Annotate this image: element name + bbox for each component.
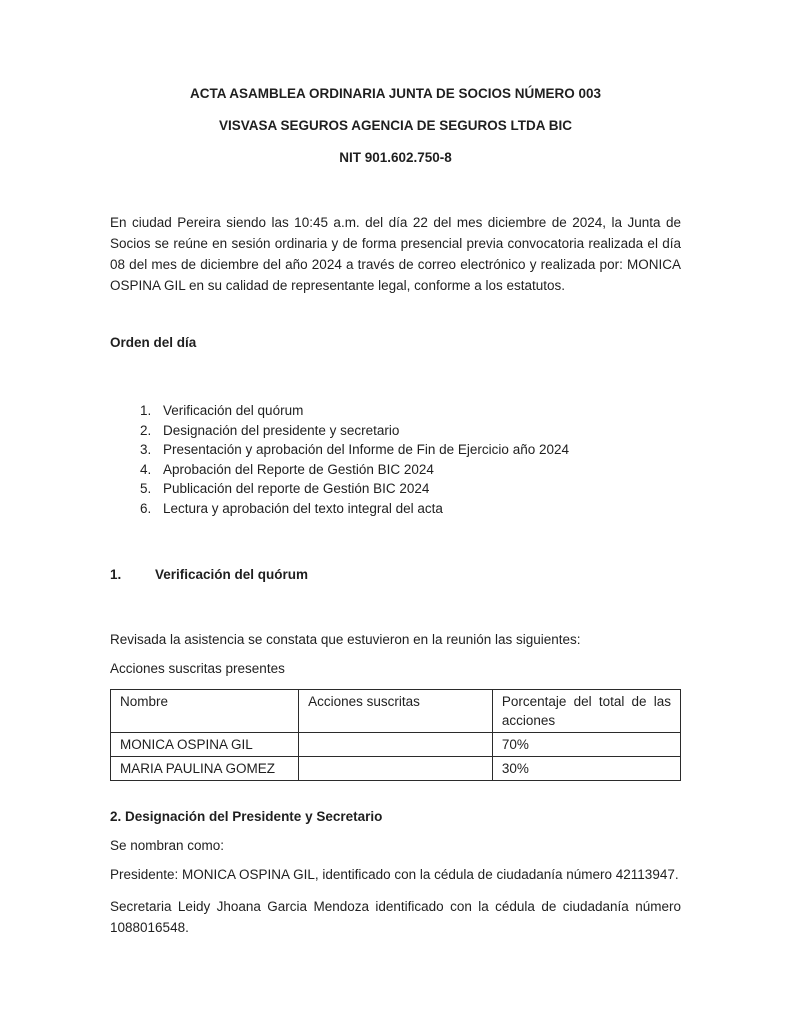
- section-2-paragraph-1: Se nombran como:: [110, 838, 225, 853]
- table-header-porcentaje: Porcentaje del total de las acciones: [492, 690, 680, 733]
- section-2-heading: 2. Designación del Presidente y Secretario: [110, 809, 383, 824]
- section-1-heading: [110, 567, 681, 583]
- doc-title-nit: NIT 901.602.750-8: [339, 150, 452, 165]
- cell-nombre: MONICA OSPINA GIL: [111, 733, 299, 757]
- agenda-heading: Orden del día: [110, 335, 197, 350]
- cell-porcentaje: 70%: [492, 733, 680, 757]
- cell-porcentaje: 30%: [492, 757, 680, 781]
- section-1-title: Verificación del quórum: [155, 567, 309, 582]
- agenda-item: 5. Publicación del reporte de Gestión BIC 2024: [155, 479, 681, 499]
- table-header-nombre: Nombre: [111, 690, 299, 733]
- table-header-acciones: Acciones suscritas: [299, 690, 493, 733]
- agenda-item: 2. Designación del presidente y secretario: [155, 421, 681, 441]
- cell-acciones: [299, 757, 493, 781]
- shareholders-table: [110, 689, 681, 781]
- cell-nombre: MARIA PAULINA GOMEZ: [111, 757, 299, 781]
- cell-acciones: [299, 733, 493, 757]
- table-row: [111, 757, 681, 781]
- agenda-item: 3. Presentación y aprobación del Informe de Fin de Ejercicio año 2024: [155, 440, 681, 460]
- table-row: [111, 733, 681, 757]
- agenda-item: 6. Lectura y aprobación del texto integral del acta: [155, 499, 681, 519]
- agenda-item: 4. Aprobación del Reporte de Gestión BIC 2024: [155, 460, 681, 480]
- quorum-paragraph: Revisada la asistencia se constata que estuvieron en la reunión las siguientes:: [110, 632, 581, 647]
- doc-title-line-1: ACTA ASAMBLEA ORDINARIA JUNTA DE SOCIOS NÚMERO 003: [189, 86, 602, 101]
- section-2-paragraph-2: Presidente: MONICA OSPINA GIL, identificado con la cédula de ciudadanía número 42113947.: [110, 867, 679, 882]
- section-2-paragraph-3: Secretaria Leidy Jhoana Garcia Mendoza identificado con la cédula de ciudadanía número 1088016548.: [110, 899, 681, 935]
- table-header-row: [111, 690, 681, 733]
- quorum-subheading: Acciones suscritas presentes: [110, 661, 285, 676]
- agenda-item: 1. Verificación del quórum: [155, 401, 681, 421]
- section-1-number: 1.: [110, 567, 122, 582]
- agenda-list: [110, 401, 681, 518]
- doc-title-line-2: VISVASA SEGUROS AGENCIA DE SEGUROS LTDA BIC: [218, 118, 573, 133]
- intro-paragraph: En ciudad Pereira siendo las 10:45 a.m. del día 22 del mes diciembre de 2024, la Junta de Socios se reúne en sesión ordinaria y de forma presencial previa convocatoria realizada el día 08 del mes de diciembre del año 2024 a través de correo electrónico y realizada por: MONICA OSPINA GIL en su calidad de representante legal, conforme a los estatutos.: [110, 215, 681, 293]
